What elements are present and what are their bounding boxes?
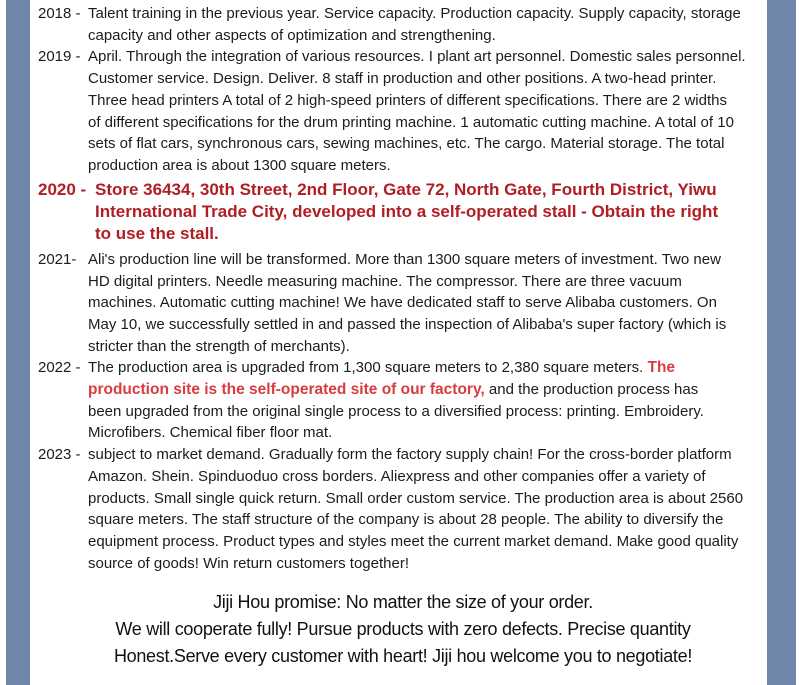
right-border-bar	[767, 0, 796, 685]
year-label-2019: 2019 -	[38, 48, 81, 66]
year-label-2023: 2023 -	[38, 446, 81, 464]
timeline-entry-2020-highlight	[38, 179, 768, 246]
timeline-entry-2021	[38, 249, 768, 358]
timeline-line: Ali's production line will be transformed. More than 1300 square meters of investment. Two new	[88, 250, 721, 268]
timeline-entry-2019	[38, 46, 768, 176]
timeline-line: equipment process. Product types and styles meet the current market demand. Make good quality	[88, 532, 739, 550]
timeline-line: products. Small single quick return. Small order custom service. The production area is about 2560	[88, 489, 744, 507]
text-red-segment: production site is the self-operated site of our factory,	[88, 381, 485, 399]
timeline-line: machines. Automatic cutting machine! We have dedicated staff to serve Alibaba customers. On	[88, 294, 717, 312]
year-label-2020: 2020 -	[38, 179, 87, 199]
timeline-line: May 10, we successfully settled in and passed the inspection of Alibaba's super factory (which is	[88, 315, 727, 333]
footer-promise	[38, 589, 768, 670]
timeline-line: HD digital printers. Needle measuring machine. The compressor. There are three vacuum	[88, 272, 682, 290]
timeline-document	[38, 3, 768, 670]
timeline-line: source of goods! Win return customers together!	[88, 554, 409, 572]
timeline-line: Amazon. Shein. Spinduoduo cross borders. Aliexpress and other companies offer a variety of	[88, 467, 706, 485]
timeline-line: Customer service. Design. Deliver. 8 staff in production and other positions. A two-head printer.	[88, 70, 717, 88]
timeline-line: capacity and other aspects of optimization and strengthening.	[88, 26, 496, 44]
timeline-line-red: Store 36434, 30th Street, 2nd Floor, Gate 72, North Gate, Fourth District, Yiwu	[95, 179, 717, 199]
timeline-line: stricter than the strength of merchants).	[88, 337, 350, 355]
timeline-entry-2022	[38, 357, 768, 444]
timeline-entry-2023	[38, 444, 768, 574]
timeline-line: April. Through the integration of various resources. I plant art personnel. Domestic sales personnel.	[88, 48, 746, 66]
timeline-line: production area is about 1300 square meters.	[88, 156, 391, 174]
timeline-line: square meters. The staff structure of the company is about 28 people. The ability to diversify the	[88, 511, 724, 529]
year-label-2018: 2018 -	[38, 5, 81, 22]
timeline-line-mixed	[88, 357, 768, 379]
year-label-2021: 2021-	[38, 250, 77, 268]
timeline-line-red: International Trade City, developed into a self-operated stall - Obtain the right	[95, 202, 719, 222]
footer-line: Jiji Hou promise: No matter the size of your order.	[213, 592, 593, 613]
timeline-line-mixed	[88, 379, 768, 401]
text-red-segment: The	[647, 359, 676, 377]
timeline-line: been upgraded from the original single process to a diversified process: printing. Embroidery.	[88, 402, 704, 420]
text-black-segment: The production area is upgraded from 1,300 square meters to 2,380 square meters.	[88, 359, 648, 377]
timeline-line: subject to market demand. Gradually form the factory supply chain! For the cross-border platform	[88, 446, 732, 464]
timeline-line: Three head printers A total of 2 high-speed printers of different specifications. There are 2 widths	[88, 91, 727, 109]
footer-line: Honest.Serve every customer with heart! Jiji hou welcome you to negotiate!	[113, 646, 693, 667]
timeline-line-red: to use the stall.	[95, 224, 219, 244]
year-label-2022: 2022 -	[38, 359, 81, 377]
timeline-line: Microfibers. Chemical fiber floor mat.	[88, 424, 333, 442]
footer-line: We will cooperate fully! Pursue products with zero defects. Precise quantity	[115, 619, 691, 640]
timeline-line: Talent training in the previous year. Service capacity. Production capacity. Supply capacity, storage	[88, 5, 741, 22]
text-black-segment: and the production process has	[484, 381, 699, 399]
left-border-bar	[6, 0, 30, 685]
timeline-entry-2018	[38, 3, 768, 46]
timeline-line: sets of flat cars, synchronous cars, sewing machines, etc. The cargo. Material storage. The total	[88, 135, 725, 153]
timeline-line: of different specifications for the drum printing machine. 1 automatic cutting machine. A total of 10	[88, 113, 734, 131]
